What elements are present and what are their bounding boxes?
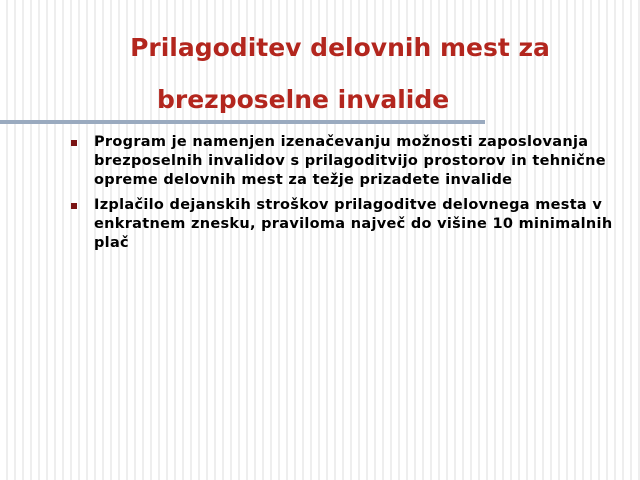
square-bullet-icon: [71, 140, 77, 146]
bullet-item: [68, 196, 628, 253]
slide-title: [60, 22, 620, 126]
slide-title-line-1: Prilagoditev delovnih mest za: [130, 33, 550, 62]
bullet-item: [68, 133, 628, 190]
title-divider: [0, 120, 485, 124]
bullet-list: [68, 133, 628, 259]
square-bullet-icon: [71, 203, 77, 209]
bullet-text: Izplačilo dejanskih stroškov prilagoditve delovnega mesta v enkratnem znesku, praviloma največ do višine 10 minimalnih plač: [94, 197, 613, 251]
slide-title-line-2: brezposelne invalide: [157, 85, 450, 114]
bullet-text: Program je namenjen izenačevanju možnosti zaposlovanja brezposelnih invalidov s prilagoditvijo prostorov in tehnične opreme delovnih mest za težje prizadete invalide: [94, 134, 606, 188]
